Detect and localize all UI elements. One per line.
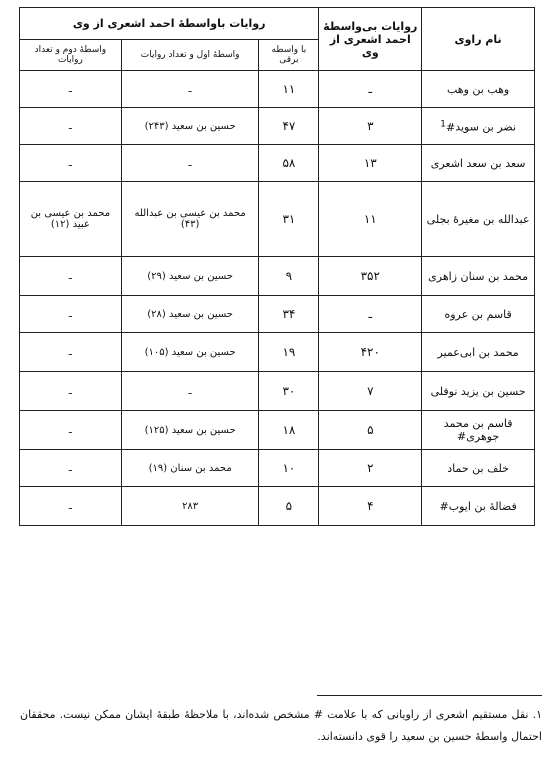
second-medium: ـ [20,450,122,487]
footnote-divider [317,695,542,696]
barqi-count: ۴۷ [259,108,319,145]
barqi-count: ۳۰ [259,372,319,411]
table-row [20,182,535,257]
first-medium: حسین بن سعید (۲۹) [121,257,259,296]
barqi-count: ۳۱ [259,182,319,257]
narrator-name: حسین بن یزید نوفلی [422,372,535,411]
table-row [20,411,535,450]
direct-count: ۷ [319,372,422,411]
first-medium: حسین بن سعید (۱۲۵) [121,411,259,450]
table-row [20,145,535,182]
direct-count: ۱۱ [319,182,422,257]
table-row [20,257,535,296]
table-row [20,487,535,526]
barqi-count: ۱۹ [259,333,319,372]
header-indirect: روایات باواسطهٔ احمد اشعری از وی [20,8,319,40]
narrator-name: نضر بن سوید#$^1$ [422,108,535,145]
table-row [20,372,535,411]
direct-count: ۵ [319,411,422,450]
barqi-count: ۱۱ [259,71,319,108]
header-second-medium: واسطهٔ دوم و تعداد روایات [20,40,122,71]
header-direct: روایات بی‌واسطهٔ احمد اشعری از وی [319,8,422,71]
second-medium: ـ [20,145,122,182]
narrator-name: خلف بن حماد [422,450,535,487]
barqi-count: ۹ [259,257,319,296]
second-medium: ـ [20,108,122,145]
first-medium: ـ [121,145,259,182]
footnote-marker: #$^1$ [440,118,456,134]
table-row [20,296,535,333]
table-row [20,333,535,372]
first-medium: ۲۸۳ [121,487,259,526]
table-row [20,108,535,145]
table-row [20,71,535,108]
footnote: ۱. نقل مستقیم اشعری از راویانی که با علامت # مشخص شده‌اند، با ملاحظهٔ طبقهٔ ایشان ممکن نیست. محققان احتمال واسطهٔ حسین بن سعید را قوی دانسته‌اند. [20,708,542,743]
first-medium: محمد بن عیسی بن عبدالله (۴۳) [121,182,259,257]
second-medium: ـ [20,333,122,372]
narrators-table [19,7,535,526]
header-first-medium: واسطهٔ اول و تعداد روایات [121,40,259,71]
second-medium: ـ [20,71,122,108]
narrator-name: فضالهٔ بن ایوب# [422,487,535,526]
first-medium: حسین بن سعید (۲۴۳) [121,108,259,145]
first-medium: حسین بن سعید (۱۰۵) [121,333,259,372]
hash-marker: # [457,430,467,443]
direct-count: ۱۳ [319,145,422,182]
first-medium: محمد بن سنان (۱۹) [121,450,259,487]
second-medium: ـ [20,296,122,333]
second-medium: محمد بن عیسی بن عبید (۱۲) [20,182,122,257]
header-narrator: نام راوی [422,8,535,71]
direct-count: ۳ [319,108,422,145]
direct-count: ـ [319,71,422,108]
barqi-count: ۵۸ [259,145,319,182]
second-medium: ـ [20,487,122,526]
direct-count: ۴ [319,487,422,526]
barqi-count: ۳۴ [259,296,319,333]
first-medium: ـ [121,372,259,411]
first-medium: حسین بن سعید (۲۸) [121,296,259,333]
second-medium: ـ [20,257,122,296]
hash-marker: # [439,499,449,513]
narrator-name: محمد بن سنان زاهری [422,257,535,296]
table-row [20,450,535,487]
header-barqi: با واسطه برقی [259,40,319,71]
barqi-count: ۱۰ [259,450,319,487]
barqi-count: ۱۸ [259,411,319,450]
direct-count: ۴۲۰ [319,333,422,372]
narrator-name: قاسم بن عروه [422,296,535,333]
direct-count: ۳۵۲ [319,257,422,296]
first-medium: ـ [121,71,259,108]
narrator-name: وهب بن وهب [422,71,535,108]
narrator-name: عبدالله بن مغیرهٔ بجلی [422,182,535,257]
narrator-name: قاسم بن محمد جوهری# [422,411,535,450]
second-medium: ـ [20,372,122,411]
direct-count: ۲ [319,450,422,487]
narrator-name: محمد بن ابی‌عمیر [422,333,535,372]
second-medium: ـ [20,411,122,450]
barqi-count: ۵ [259,487,319,526]
direct-count: ـ [319,296,422,333]
narrator-name: سعد بن سعد اشعری [422,145,535,182]
